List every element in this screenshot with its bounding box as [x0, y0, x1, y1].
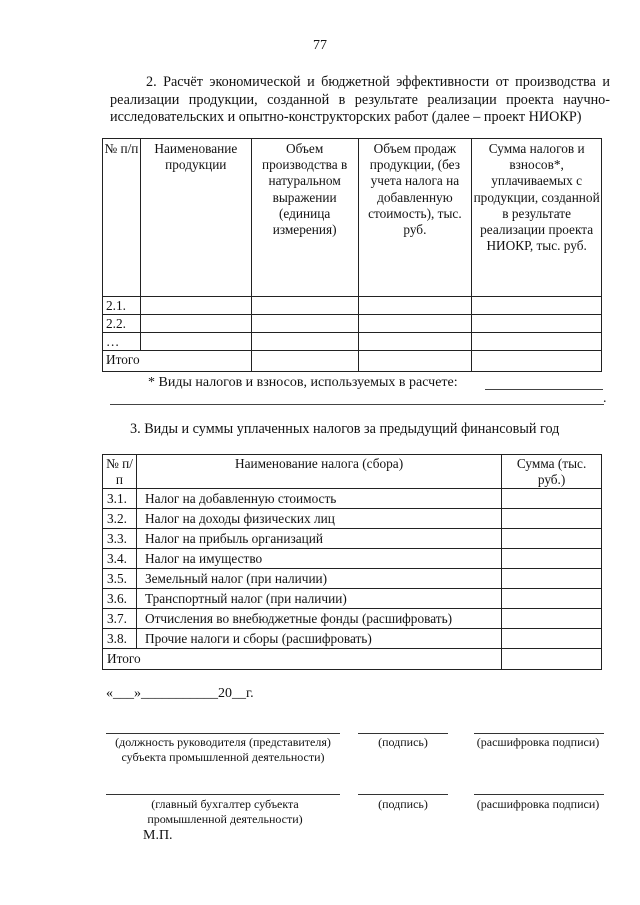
section-3-heading: 3. Виды и суммы уплаченных налогов за предыдущий финансовый год: [130, 421, 560, 437]
head-signature-line[interactable]: [358, 733, 448, 734]
table-row: 3.2. Налог на доходы физических лиц: [103, 509, 602, 529]
accountant-decoding-caption: (расшифровка подписи): [476, 797, 600, 811]
footnote-end: .: [603, 391, 607, 406]
stamp-label: М.П.: [143, 828, 173, 843]
accountant-signature-line[interactable]: [358, 794, 448, 795]
table-row: 3.7. Отчисления во внебюджетные фонды (расшифровать): [103, 609, 602, 629]
col-sales-volume: Объем продаж продукции, (без учета налога на добавленную стоимость), тыс. руб.: [358, 139, 472, 297]
footnote: * Виды налогов и взносов, используемых в расчете:: [148, 375, 458, 390]
table-row: 3.5. Земельный налог (при наличии): [103, 569, 602, 589]
table-row-total: Итого: [103, 649, 602, 670]
table-row: 2.1.: [103, 297, 602, 315]
table-row: 3.4. Налог на имущество: [103, 549, 602, 569]
accountant-decoding-line[interactable]: [474, 794, 604, 795]
footnote-fill-line[interactable]: [485, 389, 603, 390]
footnote-fill-line-2[interactable]: [110, 404, 604, 405]
section-2-heading: 2. Расчёт экономической и бюджетной эффективности от производства и реализации продукции, созданной в результате реализации проекта научно-исследовательских и опытно-конструкторских работ (далее – проект НИОКР): [110, 74, 610, 125]
col-production-volume: Объем производства в натуральном выражении (единица измерения): [251, 139, 358, 297]
date-line[interactable]: «___»___________20__г.: [106, 686, 254, 701]
taxes-table: [102, 454, 602, 670]
accountant-signature-caption: (подпись): [378, 797, 428, 811]
table-row: 3.6. Транспортный налог (при наличии): [103, 589, 602, 609]
col-amount: Сумма (тыс. руб.): [502, 455, 602, 489]
table-row: 3.1. Налог на добавленную стоимость: [103, 489, 602, 509]
table-row: 2.2.: [103, 315, 602, 333]
head-decoding-line[interactable]: [474, 733, 604, 734]
table-row-total: Итого: [103, 351, 602, 372]
col-product-name: Наименование продукции: [140, 139, 251, 297]
col-tax-name: Наименование налога (сбора): [136, 455, 501, 489]
head-decoding-caption: (расшифровка подписи): [476, 735, 600, 749]
efficiency-table: [102, 138, 602, 372]
head-position-caption: (должность руководителя (представителя) субъекта промышленной деятельности): [115, 735, 331, 764]
table-row: …: [103, 333, 602, 351]
table-row: 3.3. Налог на прибыль организаций: [103, 529, 602, 549]
col-number: № п/п: [103, 455, 137, 489]
head-signature-caption: (подпись): [378, 735, 428, 749]
page-number: 77: [313, 38, 327, 53]
table-row: 3.8. Прочие налоги и сборы (расшифровать): [103, 629, 602, 649]
head-position-line[interactable]: [106, 733, 340, 734]
col-number: № п/п: [103, 139, 141, 297]
col-tax-sum: Сумма налогов и взносов*, уплачиваемых с продукции, созданной в результате реализации проекта НИОКР, тыс. руб.: [472, 139, 602, 297]
accountant-position-line[interactable]: [106, 794, 340, 795]
accountant-caption: (главный бухгалтер субъекта промышленной деятельности): [147, 797, 303, 826]
